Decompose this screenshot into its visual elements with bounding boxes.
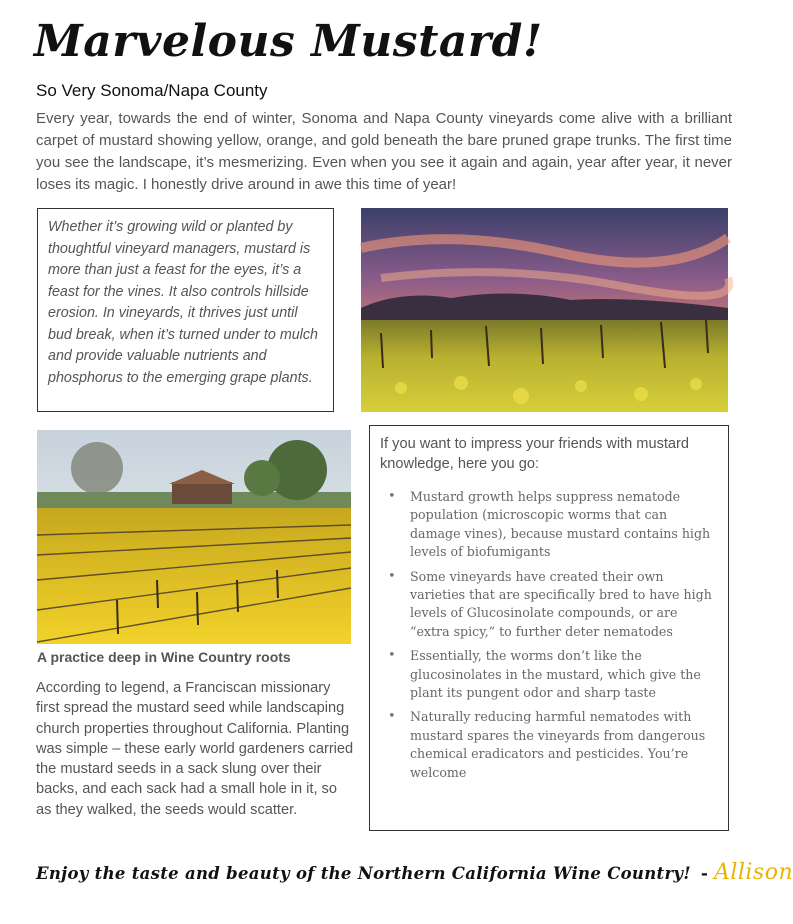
legend-caption: A practice deep in Wine Country roots: [37, 649, 291, 665]
footer: [36, 860, 793, 885]
mustard-field-barn-photo: [37, 430, 351, 644]
facts-box: [369, 425, 729, 831]
facts-intro: If you want to impress your friends with mustard knowledge, here you go:: [380, 436, 690, 472]
fact-item: • Naturally reducing harmful nematodes with mustard spares the vineyards from dangerous chemical eradicators and pesticides. You’re welcome: [380, 708, 718, 782]
facts-list: [380, 488, 718, 782]
quote-box: [37, 208, 334, 412]
signature: Allison: [713, 860, 793, 885]
fact-item: • Mustard growth helps suppress nematode population (microscopic worms that can damage vines), because mustard contains high levels of biofumigants: [380, 488, 718, 562]
footer-tagline: Enjoy the taste and beauty of the Northern California Wine Country!: [36, 864, 691, 883]
legend-paragraph: According to legend, a Franciscan missionary first spread the mustard seed while landscaping church properties throughout California. Planting was simple – these early world gardeners carried the mustard seeds in a sack slung over their backs, and each sack had a small hole in it, so as they walked, the seeds would scatter.: [36, 680, 354, 818]
intro-paragraph: Every year, towards the end of winter, Sonoma and Napa County vineyards come alive with a brilliant carpet of mustard showing yellow, orange, and gold beneath the bare pruned grape trunks. The first time you see the landscape, it’s mesmerizing. Even when you see it again and again, year after year, it never loses its magic. I honestly drive around in awe this time of year!: [36, 110, 732, 193]
vineyard-sunset-photo: [361, 208, 728, 412]
fact-item: • Some vineyards have created their own varieties that are specifically bred to have high levels of Glucosinolate compounds, or are “extra spicy,” to further deter nematodes: [380, 568, 718, 642]
quote-text: Whether it’s growing wild or planted by thoughtful vineyard managers, mustard is more than just a feast for the eyes, it’s a feast for the vines. It also controls hillside erosion. In vineyards, it thrives just until bud break, when it’s turned under to mulch and provide valuable nutrients and phosphorus to the emerging grape plants.: [48, 219, 318, 386]
page-title: Marvelous Mustard!: [34, 16, 543, 67]
page-subtitle: So Very Sonoma/Napa County: [36, 81, 268, 100]
fact-item: • Essentially, the worms don’t like the glucosinolates in the mustard, which give the plant its pungent odor and sharp taste: [380, 647, 718, 702]
footer-dash: -: [700, 864, 708, 884]
